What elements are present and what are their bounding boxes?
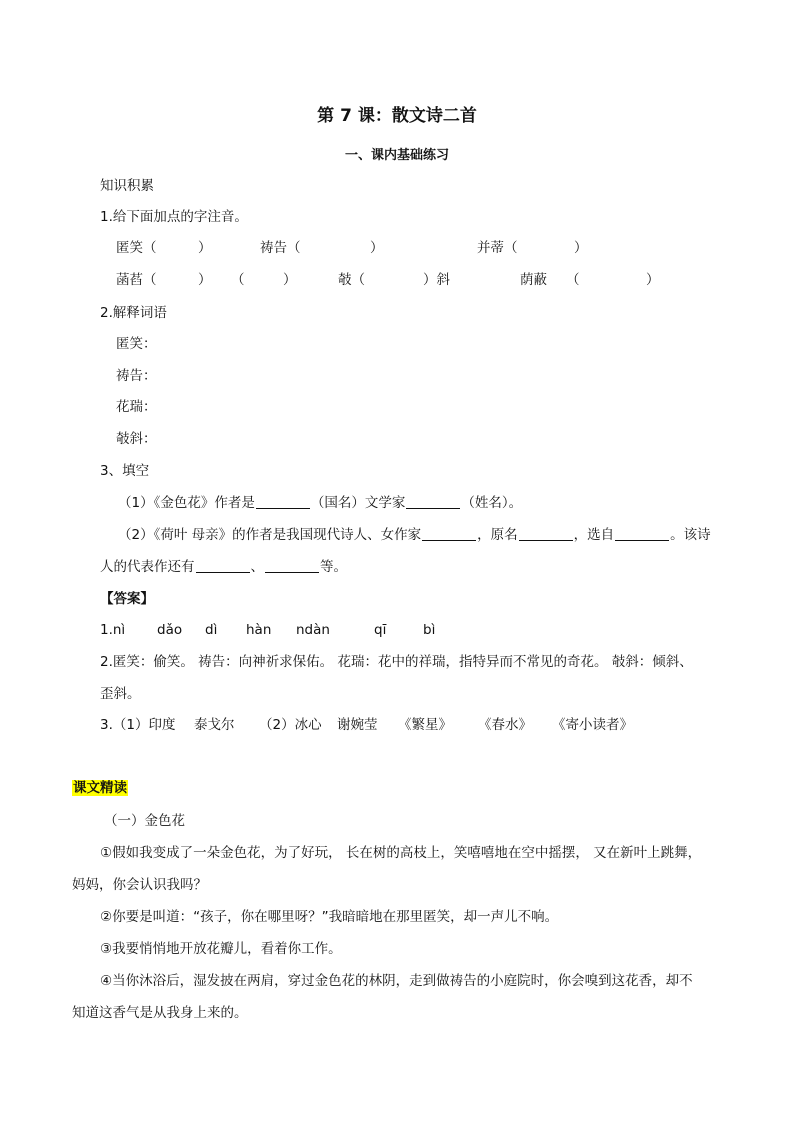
fill-blank[interactable] xyxy=(265,558,319,573)
q2-prompt: 2.解释词语 xyxy=(100,305,167,321)
section-subtitle: 一、课内基础练习 xyxy=(344,148,449,163)
q1-r1-term1: 匿笑（ xyxy=(116,240,157,256)
answer-pinyin-6: qī xyxy=(374,622,387,638)
fill-blank[interactable] xyxy=(615,526,669,541)
q3-line2 xyxy=(118,525,711,545)
answer-3-2: 泰戈尔 xyxy=(194,717,235,733)
q2-term-3: 花瑞： xyxy=(116,399,157,415)
paragraph-4a: ④当你沐浴后，湿发披在两肩，穿过金色花的林阴，走到做祷告的小庭院时，你会嗅到这花香，却不 xyxy=(100,973,693,989)
q3-l3-a: 人的代表作还有 xyxy=(100,559,195,575)
q3-l2-a: （2）《荷叶 母亲》的作者是我国现代诗人、女作家 xyxy=(118,527,422,543)
q2-term-4: 攲斜： xyxy=(116,431,157,447)
q3-l3-c: 等。 xyxy=(320,559,347,575)
q3-l1-c: （姓名）。 xyxy=(461,495,523,511)
q2-term-2: 祷告： xyxy=(116,368,157,384)
answer-pinyin-7: bì xyxy=(423,622,436,638)
reading-heading xyxy=(72,778,128,798)
q1-r2-close2: ） xyxy=(283,272,297,288)
q3-l2-b: ，原名 xyxy=(477,527,518,543)
fill-blank[interactable] xyxy=(406,494,460,509)
answer-heading: 【答案】 xyxy=(100,591,154,607)
q1-prompt: 1.给下面加点的字注音。 xyxy=(100,209,248,225)
knowledge-heading: 知识积累 xyxy=(100,178,154,194)
q1-r2-term4: 荫蔽 xyxy=(520,272,547,288)
answer-3-4: 谢婉莹 xyxy=(337,717,378,733)
q3-line3 xyxy=(100,557,347,577)
answer-pinyin-1: 1.nì xyxy=(100,622,126,638)
q1-r1-close3: ） xyxy=(574,240,588,256)
q1-r2-open2: （ xyxy=(231,272,245,288)
q1-r1-term2: 祷告（ xyxy=(260,240,301,256)
answer-3-3: （2）冰心 xyxy=(259,717,322,733)
q1-r2-term1: 菡萏（ xyxy=(116,272,157,288)
fill-blank[interactable] xyxy=(422,526,476,541)
answer-line-2b: 歪斜。 xyxy=(100,686,141,702)
answer-3-5: 《繁星》 xyxy=(398,717,452,733)
answer-pinyin-4: hàn xyxy=(246,622,272,638)
paragraph-1a: ①假如我变成了一朵金色花，为了好玩， 长在树的高枝上，笑嘻嘻地在空中摇摆， 又在新叶上跳舞， xyxy=(100,845,702,861)
fill-blank[interactable] xyxy=(519,526,573,541)
answer-pinyin-5: ndàn xyxy=(296,622,330,638)
answer-line-2: 2.匿笑：偷笑。 祷告：向神祈求保佑。 花瑞：花中的祥瑞，指特异而不常见的奇花。 攲斜：倾斜、 xyxy=(100,654,693,670)
paragraph-2: ②你要是叫道：“孩子，你在哪里呀？”我暗暗地在那里匿笑，却一声儿不响。 xyxy=(100,909,559,925)
paragraph-3: ③我要悄悄地开放花瓣儿，看着你工作。 xyxy=(100,941,342,957)
q1-r1-close1: ） xyxy=(198,240,212,256)
page-title: 第 7 课：散文诗二首 xyxy=(317,106,477,126)
answer-pinyin-2: dǎo xyxy=(157,622,183,638)
answer-pinyin-3: dì xyxy=(205,622,218,638)
reading-heading-text: 课文精读 xyxy=(73,780,127,796)
q1-r1-term3: 并蒂（ xyxy=(477,240,518,256)
paragraph-4b: 知道这香气是从我身上来的。 xyxy=(72,1005,248,1021)
answer-3-6: 《春水》 xyxy=(478,717,532,733)
q3-l1-b: （国名）文学家 xyxy=(310,495,406,511)
q3-l1-a: （1）《金色花》作者是 xyxy=(118,495,255,511)
q1-r1-close2: ） xyxy=(370,240,384,256)
q1-r2-term3: 攲（ xyxy=(338,272,365,288)
q1-r2-close3: ）斜 xyxy=(423,272,450,288)
paragraph-1b: 妈妈，你会认识我吗？ xyxy=(72,877,207,893)
q3-l2-c: ，选自 xyxy=(573,527,615,543)
answer-3-7: 《寄小读者》 xyxy=(552,717,633,733)
q2-term-1: 匿笑： xyxy=(116,336,157,352)
reading-section-title: （一）金色花 xyxy=(104,813,185,829)
q1-r2-close1: ） xyxy=(198,272,212,288)
q1-r2-open4: （ xyxy=(566,272,580,288)
q3-l3-b: 、 xyxy=(250,559,264,575)
fill-blank[interactable] xyxy=(196,558,250,573)
q3-l2-d: 。该诗 xyxy=(670,527,711,543)
q1-r2-close4: ） xyxy=(646,272,660,288)
q3-prompt: 3、填空 xyxy=(100,463,150,479)
answer-3-1: 3.（1）印度 xyxy=(100,717,176,733)
fill-blank[interactable] xyxy=(256,494,310,509)
q3-line1 xyxy=(118,493,522,513)
